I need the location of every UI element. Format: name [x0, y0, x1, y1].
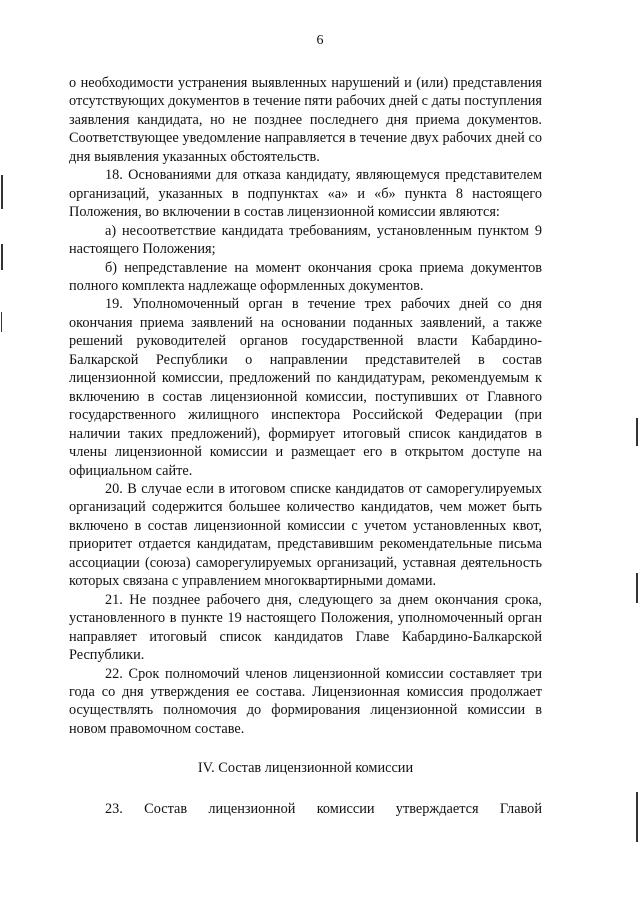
paragraph-20: 20. В случае если в итоговом списке кандидатов от саморегулируемых организаций содержится большее количество кандидатов, чем может быть включено в состав лицензионной комиссии с учетом установленных квот, приоритет отдается кандидатам, представившим рекомендательные письма ассоциации (союза) саморегулируемых организаций, уставная деятельность которых связана с управлением многоквартирными домами.	[69, 480, 542, 590]
section-heading: IV. Состав лицензионной комиссии	[197, 760, 414, 777]
scan-edge-mark	[1, 175, 3, 209]
paragraph-18: 18. Основаниями для отказа кандидату, являющемуся представителем организаций, указанных в подпунктах «а» и «б» пункта 8 настоящего Положения, во включении в состав лицензионной комиссии являются:	[69, 167, 542, 221]
paragraph-22: 22. Срок полномочий членов лицензионной комиссии составляет три года со дня утверждения ее состава. Лицензионная комиссия продолжает осуществлять полномочия до формирования лицензионной комиссии в новом правомочном составе.	[69, 665, 542, 737]
paragraph-19: 19. Уполномоченный орган в течение трех рабочих дней со дня окончания приема заявлений на основании поданных заявлений, а также решений руководителей органов государственной власти Кабардино-Балкарской Республики о направлении представителей в состав лицензионной комиссии, предложений по кандидатурам, рекомендуемым к включению в состав лицензионной комиссии, поступивших от Главного государственного жилищного инспектора Российской Федерации (при наличии таких предложений), формирует итоговый список кандидатов в члены лицензионной комиссии и размещает его в открытом доступе на официальном сайте.	[69, 296, 542, 479]
paragraph-continuation: о необходимости устранения выявленных нарушений и (или) представления отсутствующих документов в течение пяти рабочих дней с даты поступления заявления кандидата, но не позднее последнего дня приема документов. Соответствующее уведомление направляется в течение двух рабочих дней со дня выявления указанных обстоятельств.	[69, 75, 542, 165]
paragraph-18a: а) несоответствие кандидата требованиям, установленным пунктом 9 настоящего Положения;	[69, 222, 542, 258]
document-body	[69, 74, 542, 818]
paragraph-18b: б) непредставление на момент окончания срока приема документов полного комплекта надлежаще оформленных документов.	[69, 259, 542, 294]
scan-edge-mark	[1, 244, 3, 270]
page-number: 6	[316, 33, 324, 48]
scan-edge-mark	[1, 312, 2, 332]
scan-edge-mark	[636, 792, 638, 842]
paragraph-23: 23. Состав лицензионной комиссии утверждается Главой	[105, 800, 542, 817]
scan-edge-mark	[636, 573, 638, 603]
scan-edge-mark	[636, 418, 638, 446]
paragraph-21: 21. Не позднее рабочего дня, следующего за днем окончания срока, установленного в пункте 19 настоящего Положения, уполномоченный орган направляет итоговый список кандидатов Главе Кабардино-Балкарской Республики.	[69, 591, 542, 664]
